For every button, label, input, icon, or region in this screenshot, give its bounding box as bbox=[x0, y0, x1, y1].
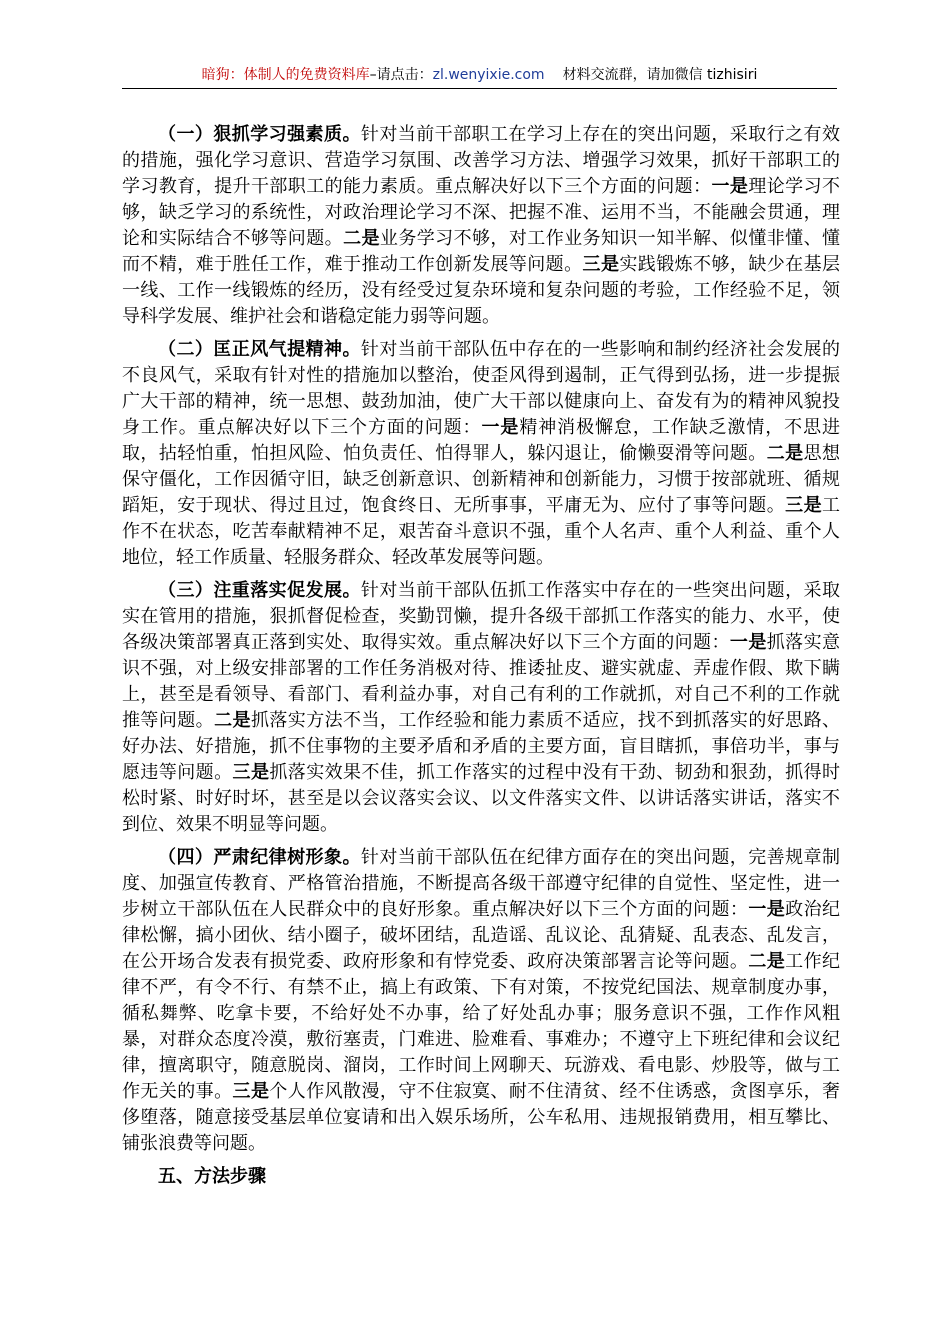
header-prompt: –请点击： bbox=[369, 67, 433, 83]
section-1-point-1: 理论学习不够，缺乏学习的系统性，对政治理论学习不深、把握不准、运用不当，不能融会贯通，理论和实际结合不够等问题。 bbox=[122, 176, 841, 249]
section-1-point-3: 实践锻炼不够，缺少在基层一线、工作一线锻炼的经历，没有经受过复杂环境和复杂问题的考验，工作经验不足，领导科学发展、维护社会和谐稳定能力弱等问题。 bbox=[122, 254, 841, 327]
section-paragraph-1 bbox=[122, 122, 840, 330]
header-site-name: 暗狗：体制人的免费资料库 bbox=[201, 67, 370, 83]
section-2-point-2: 思想保守僵化，工作因循守旧，缺乏创新意识、创新精神和创新能力，习惯于按部就班、循规蹈矩，安于现状、得过且过，饱食终日、无所事事，平庸无为、应付了事等问题。 bbox=[122, 443, 840, 516]
keyword-ershi: 二是 bbox=[343, 228, 380, 249]
keyword-sanshi: 三是 bbox=[232, 762, 270, 783]
section-4-point-2: 工作纪律不严，有令不行、有禁不止，搞上有政策、下有对策，不按党纪国法、规章制度办事，循私舞弊、吃拿卡要，不给好处不办事，给了好处乱办事；服务意识不强，工作作风粗暴，对群众态度冷漠，敷衍塞责，门难进、脸难看、事难办；不遵守上下班纪律和会议纪律，擅离职守，随意脱岗、溜岗，工作时间上网聊天、玩游戏、看电影、炒股等，做与工作无关的事。 bbox=[122, 951, 840, 1102]
header-contact: 材料交流群，请加微信 tizhisiri bbox=[562, 67, 758, 83]
keyword-ershi: 二是 bbox=[214, 710, 251, 731]
keyword-ershi: 二是 bbox=[748, 951, 786, 972]
keyword-yishi: 一是 bbox=[481, 417, 520, 438]
section-4-point-1: 政治纪律松懈，搞小团伙、结小圈子，破坏团结，乱造谣、乱议论、乱猜疑、乱表态、乱发言，在公开场合发表有损党委、政府形象和有悖党委、政府决策部署言论等问题。 bbox=[122, 899, 840, 972]
keyword-sanshi: 三是 bbox=[582, 254, 620, 275]
section-3-point-2: 抓落实方法不当，工作经验和能力素质不适应，找不到抓落实的好思路、好办法、好措施，抓不住事物的主要矛盾和矛盾的主要方面，盲目瞎抓，事倍功半，事与愿违等问题。 bbox=[122, 710, 841, 783]
section-paragraph-2 bbox=[122, 337, 840, 571]
section-2-point-1: 精神消极懈怠，工作缺乏激情，不思进取，拈轻怕重，怕担风险、怕负责任、怕得罪人，躲闪退让，偷懒耍滑等问题。 bbox=[122, 417, 841, 464]
section-3-intro: 针对当前干部队伍抓工作落实中存在的一些突出问题，采取实在管用的措施，狠抓督促检查，奖勤罚懒，提升各级干部抓工作落实的能力、水平，使各级决策部署真正落到实处、取得实效。重点解决好以下三个方面的问题： bbox=[122, 580, 840, 653]
section-1-intro: 针对当前干部职工在学习上存在的突出问题，采取行之有效的措施，强化学习意识、营造学习氛围、改善学习方法、增强学习效果，抓好干部职工的学习教育，提升干部职工的能力素质。重点解决好以下三个方面的问题： bbox=[122, 124, 840, 197]
section-4-intro: 针对当前干部队伍在纪律方面存在的突出问题，完善规章制度、加强宣传教育、严格管治措施，不断提高各级干部遵守纪律的自觉性、坚定性，进一步树立干部队伍在人民群众中的良好形象。重点解决好以下三个方面的问题： bbox=[122, 847, 840, 920]
next-section-heading: 五、方法步骤 bbox=[158, 1166, 266, 1187]
keyword-sanshi: 三是 bbox=[232, 1081, 270, 1102]
header-link[interactable]: zl.wenyixie.com bbox=[432, 67, 545, 83]
section-title-3: （三）注重落实促发展。 bbox=[158, 580, 361, 601]
section-paragraph-4 bbox=[122, 845, 840, 1157]
section-2-intro: 针对当前干部队伍中存在的一些影响和制约经济社会发展的不良风气，采取有针对性的措施加以整治，使歪风得到遏制，正气得到弘扬，进一步提振广大干部的精神，统一思想、鼓劲加油，使广大干部以健康向上、奋发有为的精神风貌投身工作。重点解决好以下三个方面的问题： bbox=[122, 339, 840, 438]
keyword-yishi: 一是 bbox=[711, 176, 749, 197]
document-body bbox=[122, 122, 840, 1190]
section-3-point-1: 抓落实意识不强，对上级安排部署的工作任务消极对待、推诿扯皮、避实就虚、弄虚作假、欺下瞒上，甚至是看领导、看部门、看利益办事，对自己有利的工作就抓，对自己不利的工作就推等问题。 bbox=[122, 632, 841, 731]
keyword-ershi: 二是 bbox=[766, 443, 804, 464]
section-title-1: （一）狠抓学习强素质。 bbox=[158, 124, 361, 145]
keyword-yishi: 一是 bbox=[729, 632, 767, 653]
section-3-point-3: 抓落实效果不佳，抓工作落实的过程中没有干劲、韧劲和狠劲，抓得时松时紧、时好时坏，甚至是以会议落实会议、以文件落实文件、以讲话落实讲话，落实不到位、效果不明显等问题。 bbox=[122, 762, 841, 835]
section-title-4: （四）严肃纪律树形象。 bbox=[158, 847, 361, 868]
section-paragraph-3 bbox=[122, 578, 840, 838]
page-header bbox=[122, 62, 837, 89]
section-1-point-2: 业务学习不够，对工作业务知识一知半解、似懂非懂、懂而不精，难于胜任工作，难于推动工作创新发展等问题。 bbox=[122, 228, 841, 275]
keyword-yishi: 一是 bbox=[748, 899, 786, 920]
section-4-point-3: 个人作风散漫，守不住寂寞、耐不住清贫、经不住诱惑，贪图享乐，奢侈堕落，随意接受基层单位宴请和出入娱乐场所，公车私用、违规报销费用，相互攀比、铺张浪费等问题。 bbox=[122, 1081, 841, 1154]
section-2-point-3: 工作不在状态，吃苦奉献精神不足，艰苦奋斗意识不强，重个人名声、重个人利益、重个人地位，轻工作质量、轻服务群众、轻改革发展等问题。 bbox=[122, 495, 840, 568]
keyword-sanshi: 三是 bbox=[785, 495, 822, 516]
section-title-2: （二）匡正风气提精神。 bbox=[158, 339, 361, 360]
